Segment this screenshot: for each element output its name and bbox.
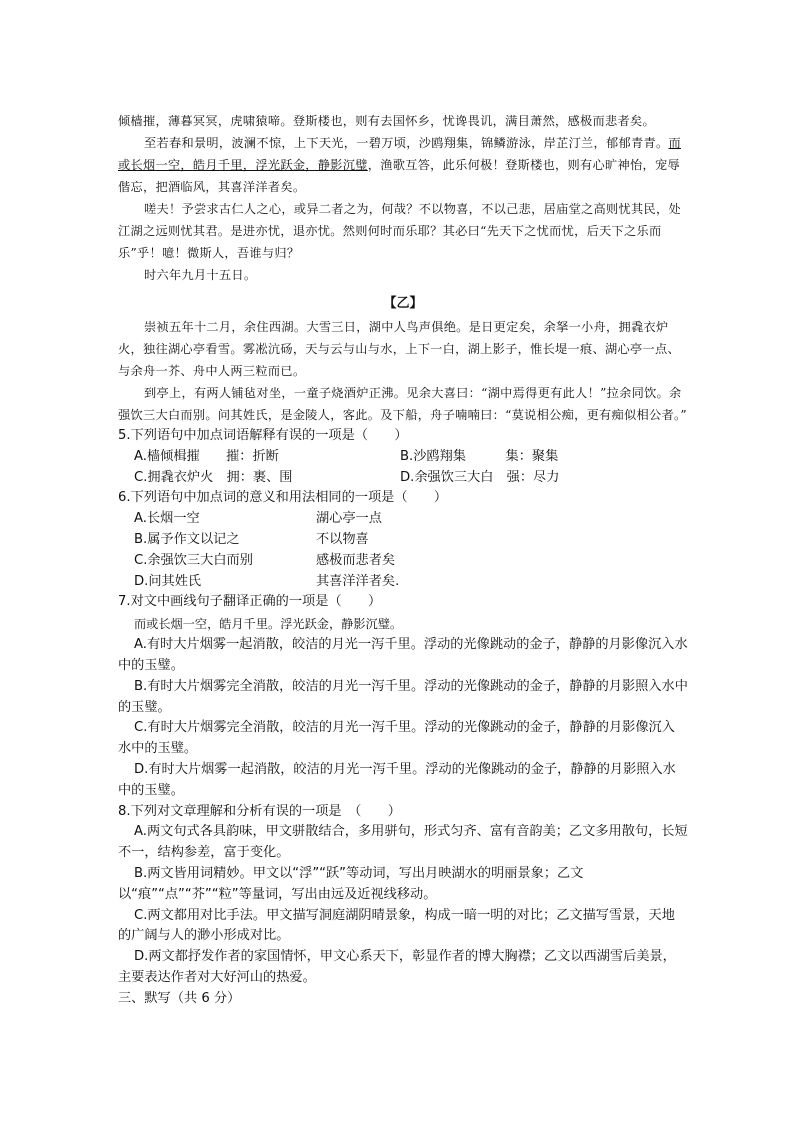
question-6-d-left: D.问其姓氏 [134,573,202,589]
yi-paragraph-2: 到亭上，有两人铺毡对坐，一童子烧酒炉正沸。见余大喜曰：“湖中焉得更有此人！”拉余同饮。余强饮三大白而别。问其姓氏，是金陵人，客此。及下船，舟子喃喃曰：“莫说相公痴，更有痴似相公者。” [118,386,687,422]
jia-paragraph-4: 时六年九月十五日。 [144,268,257,282]
question-6-b-right: 不以物喜 [316,531,369,547]
question-8-stem: 8.下列对文章理解和分析有误的一项是 （ ） [118,803,401,819]
question-7-option-d: D.有时大片烟雾一起消散，皎洁的月光一泻千里。浮动的光像跳动的金子，静静的月影照入水中的玉璧。 [118,761,676,798]
question-5-row-1 [118,447,688,468]
jia-paragraph-1: 倾樯摧，薄暮冥冥，虎啸猿啼。登斯楼也，则有去国怀乡，忧谗畏讥，满目萧然，感极而悲者矣。 [118,114,655,128]
question-6-a-right: 湖心亭一点 [316,511,382,527]
question-7-option-a: A.有时大片烟雾一起消散，皎洁的月光一泻千里。浮动的光像跳动的金子，静静的月影像沉入水中的玉璧。 [118,637,688,673]
question-8-option-d: D.两文都抒发作者的家国情怀，甲文心系天下，彰显作者的博大胸襟；乙文以西湖雪后美景，主要表达作者对大好河山的热爱。 [118,949,676,985]
question-5-option-b: B.沙鸥翔集 集：聚集 [400,448,559,464]
question-5-row-2 [118,468,688,489]
question-6 [118,488,688,592]
question-5-stem: 5.下列语句中加点词语解释有误的一项是（ ） [118,428,408,443]
yi-paragraph-1: 崇祯五年十二月，余住西湖。大雪三日，湖中人鸟声俱绝。是日更定矣，余拏一小舟，拥毳衣炉火，独往湖心亭看雪。雾凇沆砀，天与云与山与水，上下一白，湖上影子，惟长堤一痕、湖心亭一点、与余舟一芥、舟中人两三粒而已。 [118,320,680,378]
question-7-sentence: 而或长烟一空，皓月千里。浮光跃金，静影沉璧。 [134,617,403,632]
question-5-option-a: A.樯倾楫摧 摧：折断 [134,448,279,464]
question-6-b-left: B.属予作文以记之 [134,531,240,547]
question-7-stem: 7.对文中画线句子翻译正确的一项是（ ） [118,594,382,610]
question-6-option-b [118,530,688,551]
question-8-option-c: C.两文都用对比手法。甲文描写洞庭湖阴晴景象，构成一暗一明的对比；乙文描写雪景，天地的广阔与人的渺小形成对比。 [118,907,675,944]
question-7 [118,592,688,801]
question-8-option-a: A.两文句式各具韵味，甲文骈散结合，多用骈句，形式匀齐、富有音韵美；乙文多用散句，长短不一，结构参差，富于变化。 [118,824,688,861]
jia-paragraph-3: 嗟夫！予尝求古仁人之心，或异二者之为，何哉？不以物喜，不以己悲，居庙堂之高则忧其民，处江湖之远则忧其君。是进亦忧，退亦忧。然则何时而乐耶？其必曰“先天下之忧而忧，后天下之乐而乐”乎！噫！微斯人，吾谁与归？ [118,202,681,260]
question-5-option-c: C.拥毳衣炉火 拥：裹、围 [134,469,293,485]
question-6-c-right: 感极而悲者矣 [316,552,396,568]
question-8 [118,802,688,989]
question-6-d-right: 其喜洋洋者矣. [316,573,400,589]
jia-p2-before: 至若春和景明，波澜不惊，上下天光，一碧万顷，沙鸥翔集，锦鳞游泳，岸芷汀兰，郁郁青青。 [144,136,669,150]
jia-paragraph-2 [118,132,688,198]
question-6-a-left: A.长烟一空 [134,511,200,527]
question-6-option-d [118,572,688,593]
document-page [118,110,688,1010]
jia-p2-after: ，渔歌互答，此乐何极！登斯楼也，则有心旷神怡，宠辱偕忘，把酒临风，其喜洋洋者矣。 [118,158,680,194]
question-8-option-b: B.两文皆用词精妙。甲文以“浮”“跃”等动词，写出月映湖水的明丽景象；乙文以“痕”“点”“芥”“粒”等量词，写出由远及近视线移动。 [118,865,584,902]
jia-p2-underlined: 而或长烟一空，皓月千里，浮光跃金，静影沉璧 [118,136,681,172]
question-6-c-left: C.余强饮三大白而别 [134,552,253,568]
question-7-option-c: C.有时大片烟雾完全消散，皎洁的月光一泻千里。浮动的光像跳动的金子，静静的月影像沉入水中的玉璧。 [118,720,675,757]
question-5-option-d: D.余强饮三大白 强：尽力 [400,469,560,485]
question-6-option-a [118,509,688,530]
question-6-stem: 6.下列语句中加点词的意义和用法相同的一项是（ ） [118,490,448,506]
question-6-option-c [118,551,688,572]
yi-heading: 【乙】 [383,296,423,311]
question-7-option-b: B.有时大片烟雾完全消散，皎洁的月光一泻千里。浮动的光像跳动的金子，静静的月影照入水中的玉璧。 [118,678,688,715]
question-5 [118,426,688,488]
section-3-heading: 三、默写（共 6 分） [118,990,241,1006]
